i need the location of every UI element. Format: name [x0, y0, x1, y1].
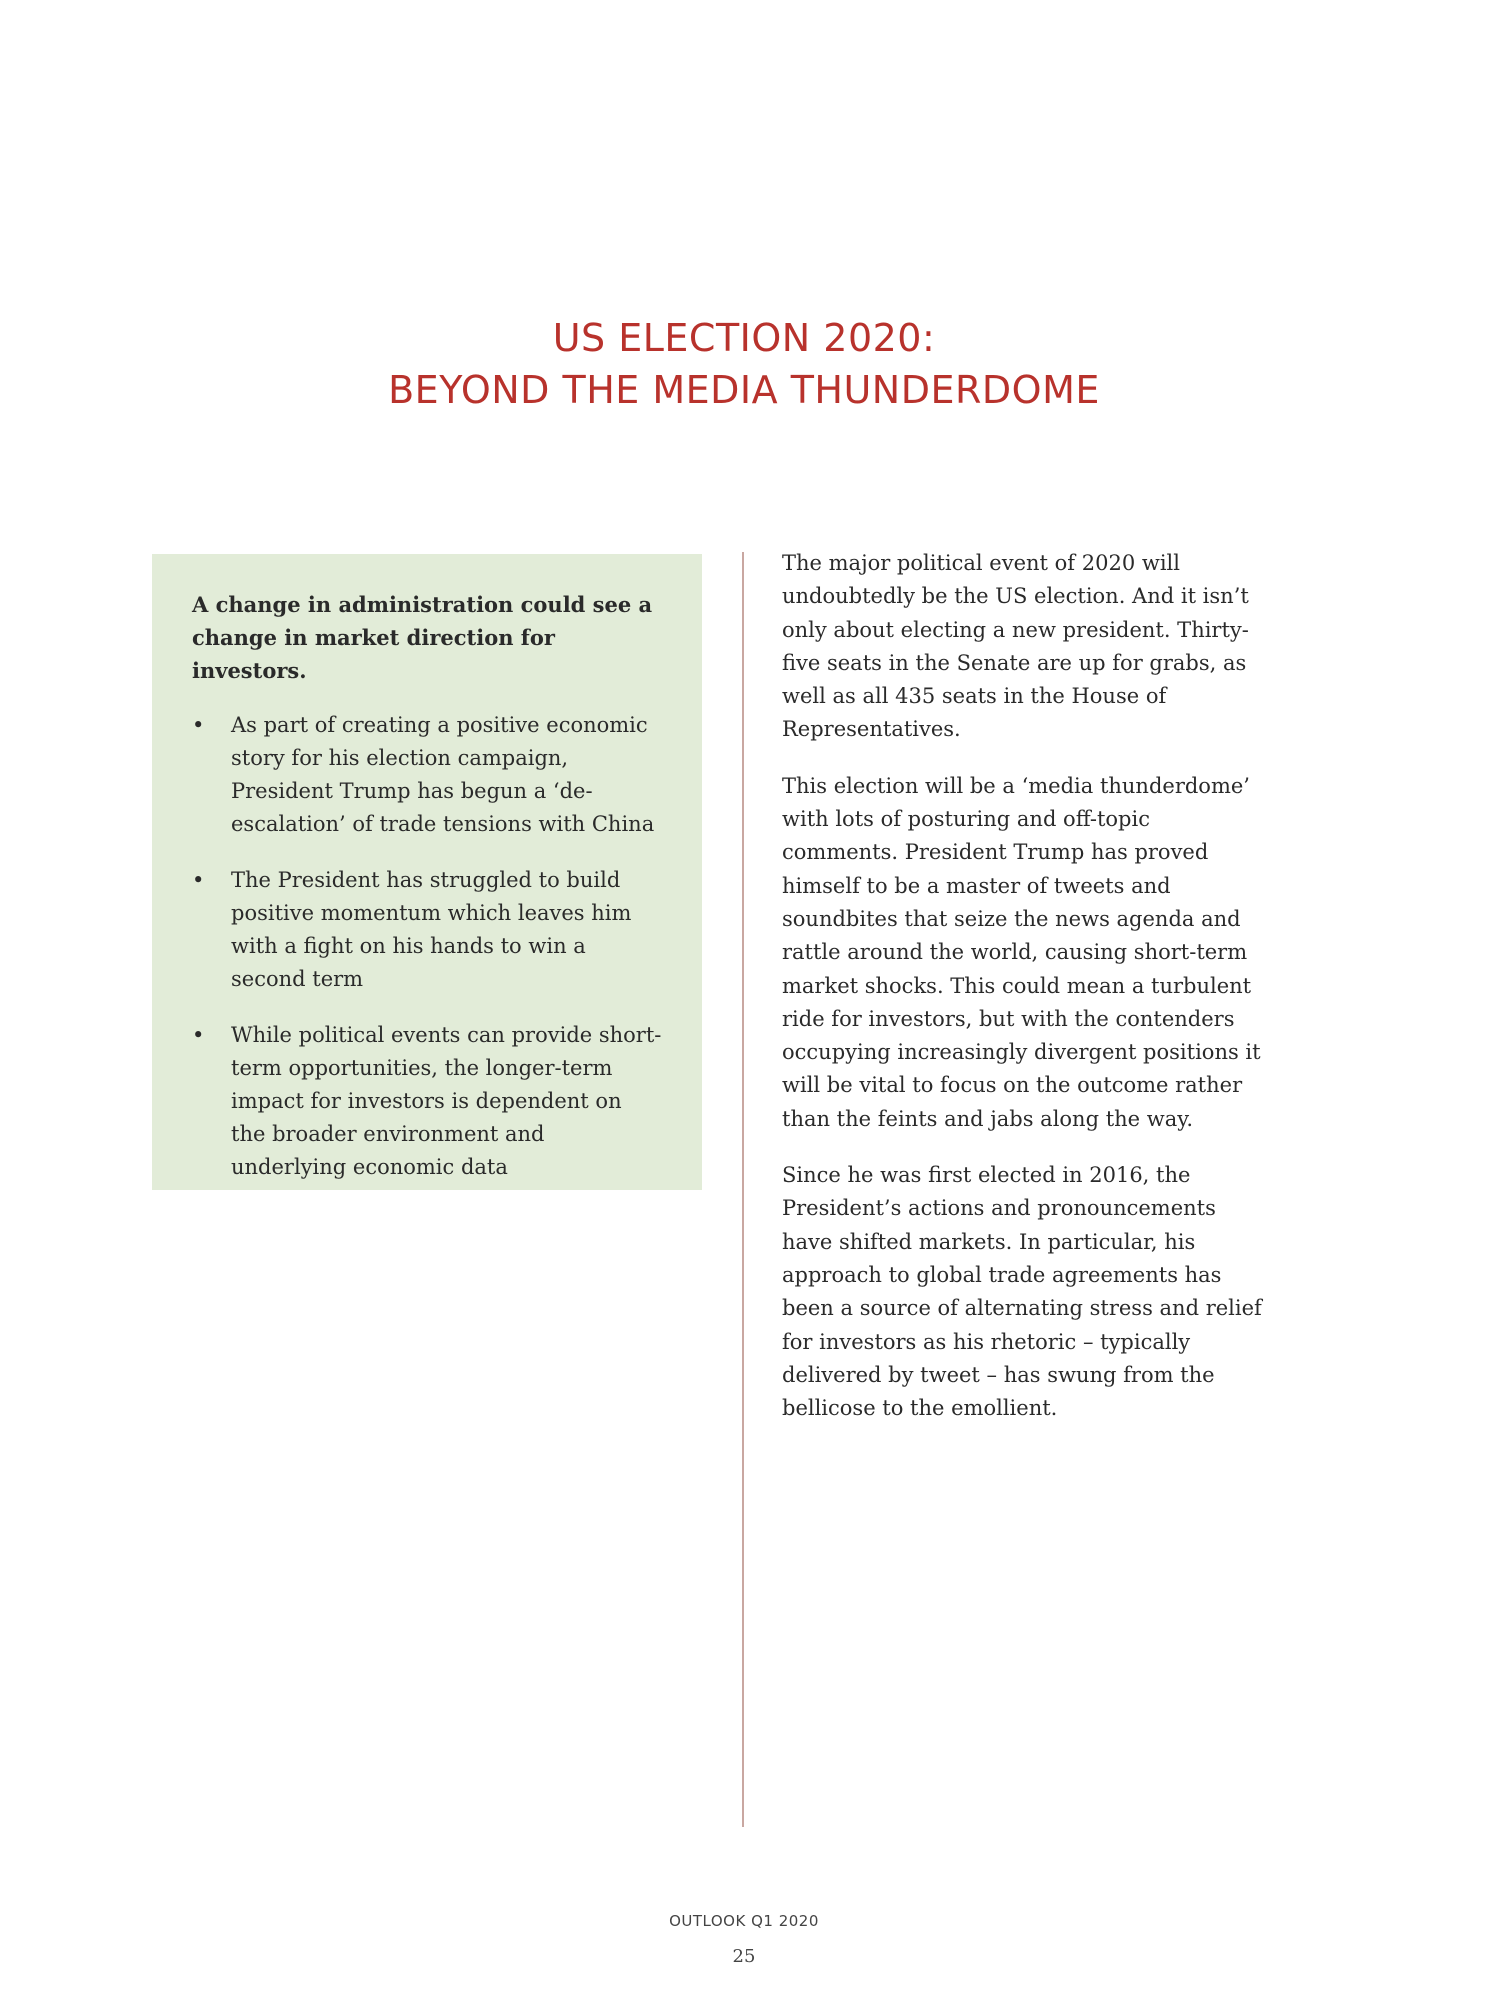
article-paragraph: This election will be a ‘media thunderdome’ with lots of posturing and off-topic comments. President Trump has proved himself to be a master of tweets and soundbites that seize the news agenda and rattle around the world, causing short-term market shocks. This could mean a turbulent ride for investors, but with the contenders occupying increasingly divergent positions it will be vital to focus on the outcome rather than the feints and jabs along the way.: [782, 773, 1261, 1131]
publication-name: OUTLOOK Q1 2020: [669, 1912, 819, 1930]
key-point-item: [192, 1019, 662, 1184]
column-divider: [742, 552, 744, 1827]
key-points-list: [192, 709, 662, 1184]
article-paragraph: Since he was first elected in 2016, the President’s actions and pronouncements have shifted markets. In particular, his approach to global trade agreements has been a source of alternating stress and relief for investors as his rhetoric – typically delivered by tweet – has swung from the bellicose to the emollient.: [782, 1163, 1262, 1421]
page-title: [0, 312, 1488, 416]
key-point-text: The President has struggled to build positive momentum which leaves him with a fight on his hands to win a second term: [231, 868, 632, 991]
key-points-box: [152, 554, 702, 1190]
bullet-icon: •: [192, 1023, 205, 1047]
bullet-icon: •: [192, 868, 205, 892]
key-point-text: While political events can provide short-term opportunities, the longer-term impact for investors is dependent on the broader environment and underlying economic data: [231, 1023, 662, 1179]
article-body: [782, 547, 1262, 1448]
key-points-heading: A change in administration could see a change in market direction for investors.: [192, 592, 653, 683]
key-point-text: As part of creating a positive economic story for his election campaign, President Trump has begun a ‘de-escalation’ of trade tensions with China: [231, 713, 655, 836]
bullet-icon: •: [192, 713, 205, 737]
key-point-item: [192, 709, 662, 841]
article-paragraph: The major political event of 2020 will undoubtedly be the US election. And it isn’t only about electing a new president. Thirty-five seats in the Senate are up for grabs, as well as all 435 seats in the House of Representatives.: [782, 551, 1249, 742]
key-point-item: [192, 864, 662, 996]
page-title-line-2: BEYOND THE MEDIA THUNDERDOME: [388, 368, 1100, 412]
page-number: 25: [732, 1946, 756, 1967]
page-title-line-1: US ELECTION 2020:: [552, 316, 936, 360]
